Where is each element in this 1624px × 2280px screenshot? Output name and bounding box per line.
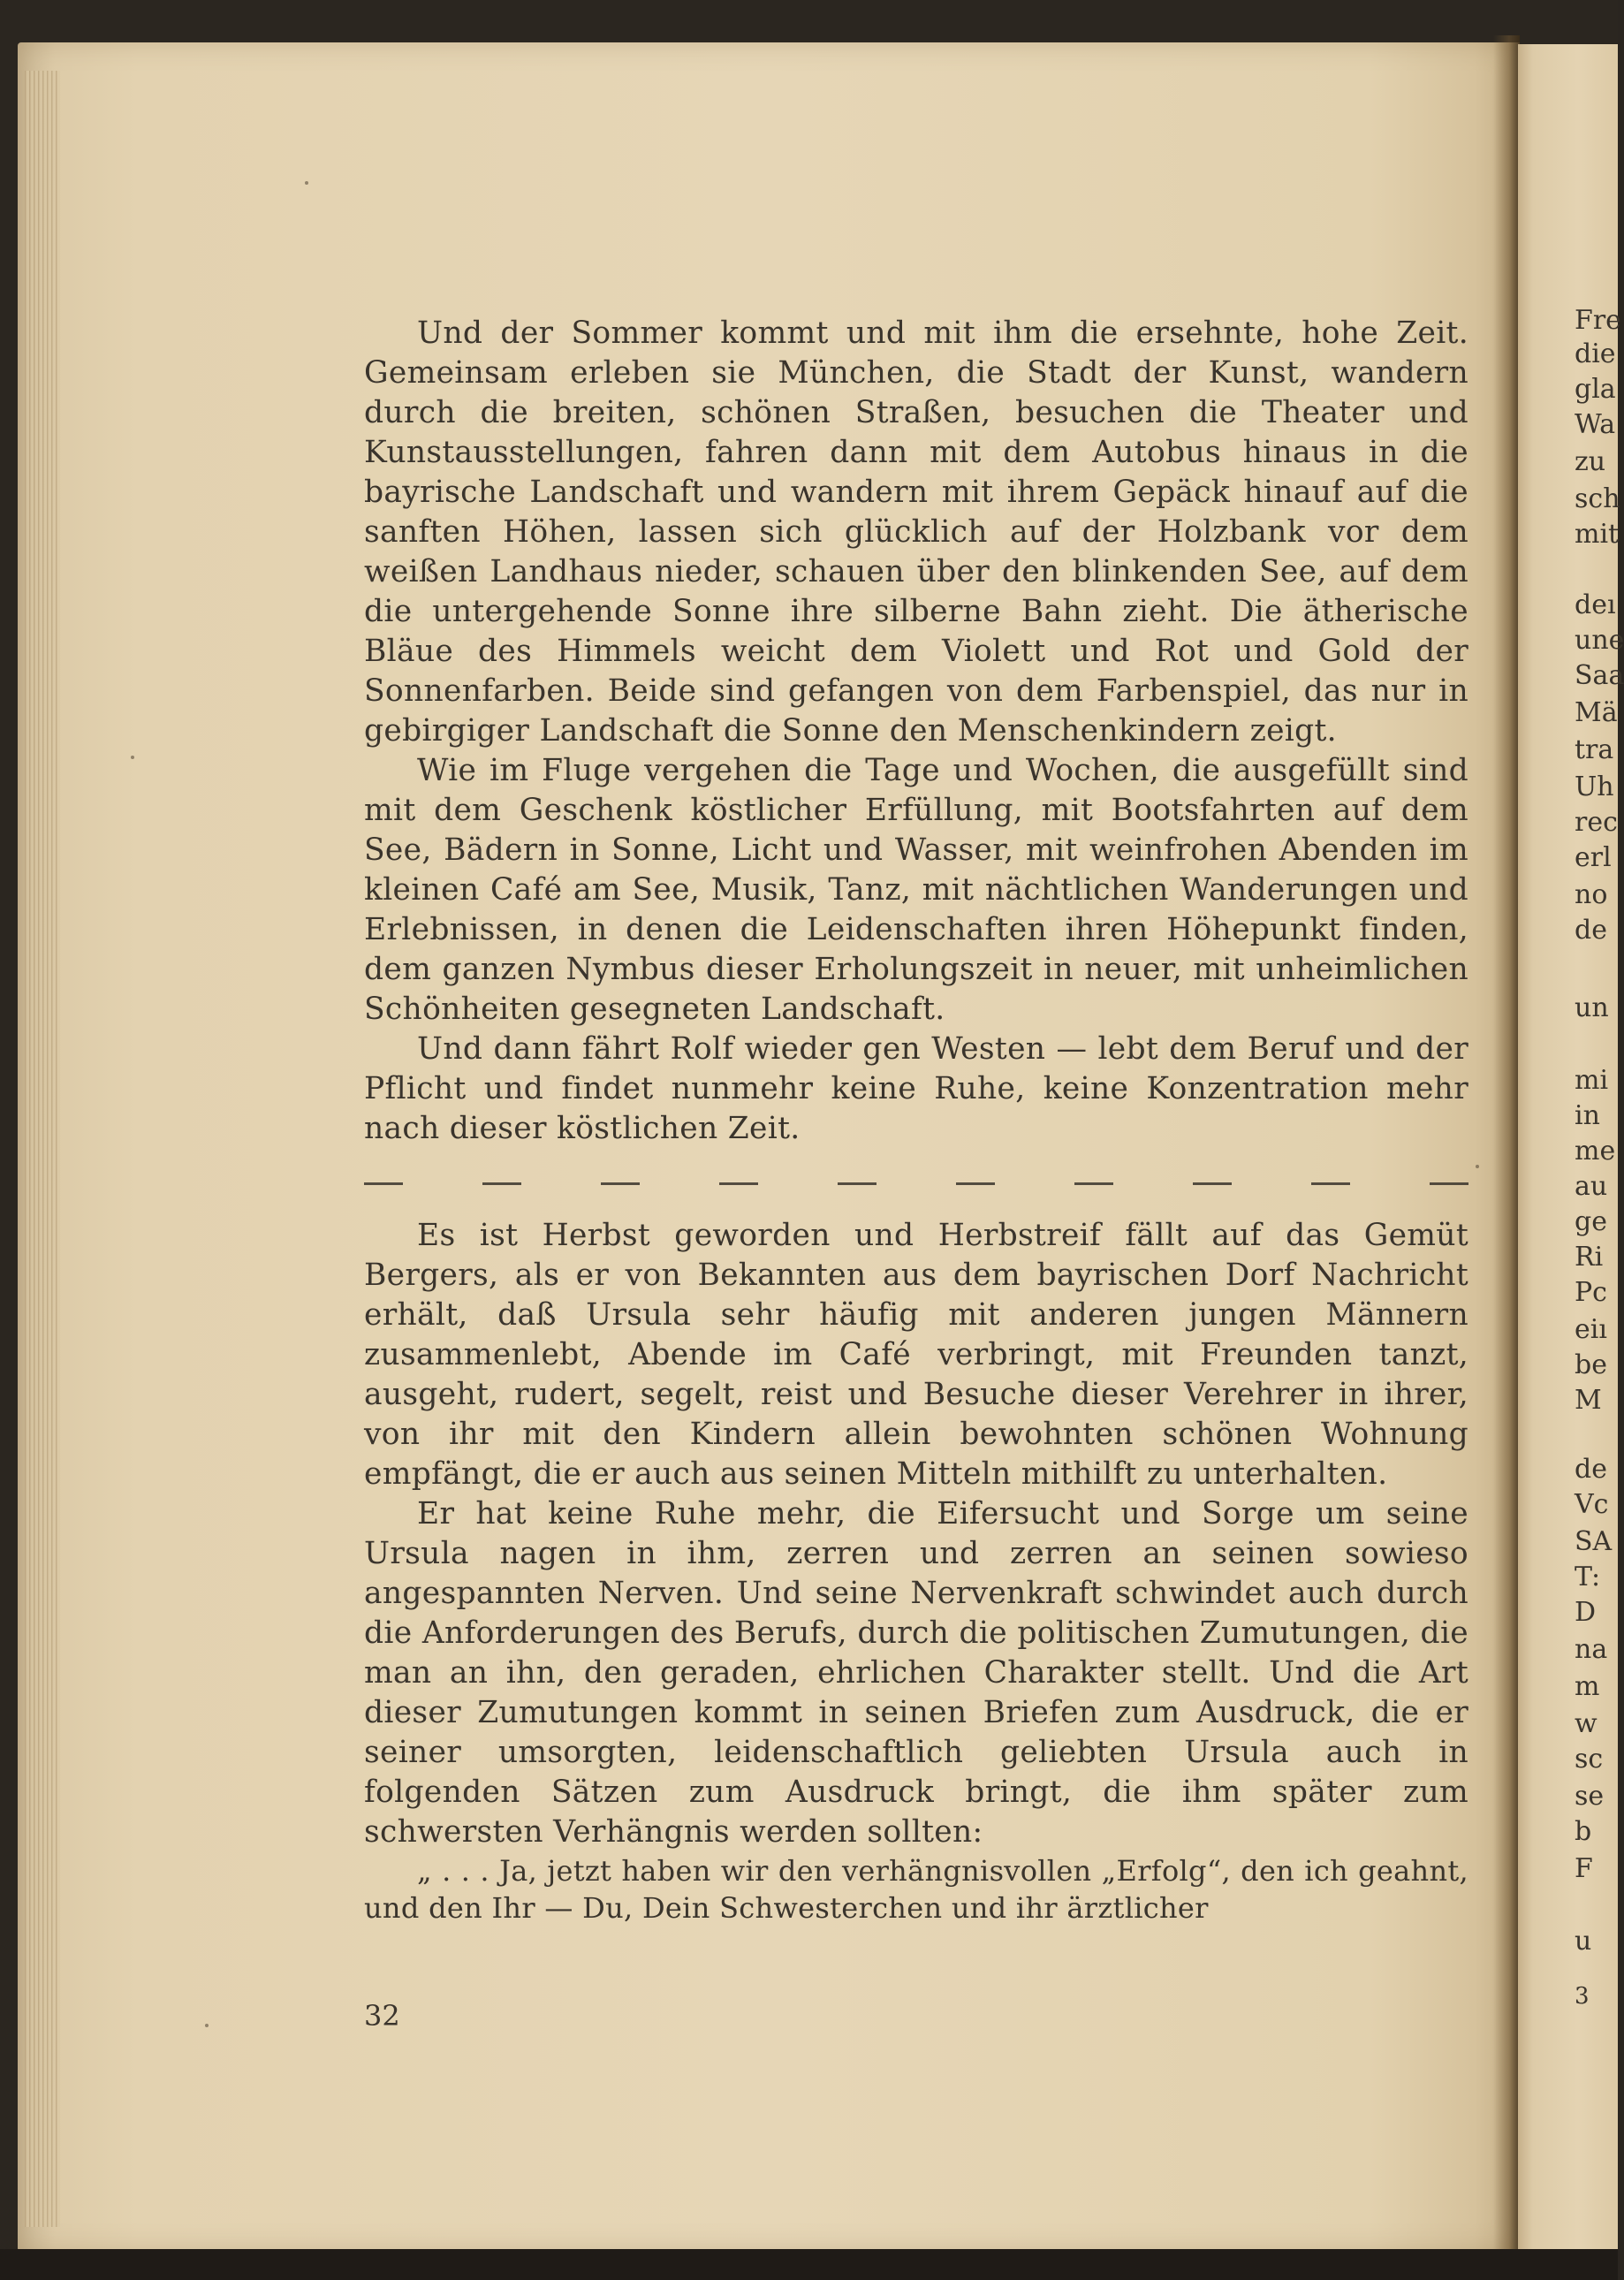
paragraph-3: Und dann fährt Rolf wieder gen Westen — lebt dem Beruf und der Pflicht und findet nunmehr keine Ruhe, keine Konzentration mehr nach dieser köstlichen Zeit. [364,1031,1468,1146]
facing-line: die [1575,338,1616,369]
facing-line: na [1575,1634,1608,1665]
facing-line: m [1575,1671,1600,1702]
facing-line: M [1575,1385,1602,1416]
facing-page-number: 3 [1575,1983,1590,2010]
facing-line: u [1575,1926,1592,1957]
paper-speck [1476,1165,1479,1168]
facing-line: Uh [1575,771,1614,802]
facing-line: gla [1575,374,1616,405]
page-number: 32 [364,1999,400,2033]
paragraph-2: Wie im Fluge vergehen die Tage und Wochen, die ausgefüllt sind mit dem Geschenk köstlicher Erfüllung, mit Bootsfahrten auf dem See, Bädern in Sonne, Licht und Wasser, mit weinfrohen Abenden im kleinen Café am See, Musik, Tanz, mit nächtlichen Wanderungen und Erlebnissen, in denen die Leidenschaften ihren Höhepunkt finden, dem ganzen Nymbus dieser Erholungszeit in neuer, mit unheimlichen Schönheiten gesegneten Landschaft. [364,753,1468,1027]
page-edges [25,71,60,2227]
facing-line: tra [1575,734,1614,765]
facing-line: de [1575,915,1607,946]
facing-line: eiı [1575,1314,1607,1345]
facing-line: de [1575,1454,1607,1485]
facing-line: F [1575,1853,1593,1884]
paragraph-4: Es ist Herbst geworden und Herbstreif fällt auf das Gemüt Bergers, als er von Bekannten aus dem bayrischen Dorf Nachricht erhält, daß Ursula sehr häufig mit anderen jungen Männern zusammenlebt, Abende im Café verbringt, mit Freunden tanzt, ausgeht, rudert, segelt, reist und Besuche dieser Verehrer in ihrer, von ihr mit den Kindern allein bewohnten schönen Wohnung empfängt, die er auch aus seinen Mitteln mithilft zu unterhalten. [364,1218,1468,1492]
facing-line: une [1575,625,1624,656]
facing-line: Saa [1575,660,1624,691]
facing-line: sch [1575,483,1620,514]
facing-line: se [1575,1781,1605,1812]
facing-line: w [1575,1708,1597,1739]
facing-line: mi [1575,1065,1609,1096]
background-bottom [0,2249,1618,2280]
page-body [364,314,1468,1927]
facing-line: Wa [1575,409,1616,440]
facing-line: Vc [1575,1489,1609,1520]
paper-speck [305,181,308,185]
facing-line: mit [1575,519,1620,550]
facing-line: me [1575,1136,1616,1167]
facing-line: Mä [1575,697,1618,728]
facing-line: be [1575,1349,1607,1380]
facing-line: rec [1575,807,1618,838]
facing-line: ge [1575,1206,1607,1237]
facing-line: D [1575,1597,1597,1628]
facing-line: in [1575,1100,1600,1131]
letter-quote: „ . . . Ja, jetzt haben wir den verhängnisvollen „Erfolg“, den ich geahnt, und den Ihr — Du, Dein Schwesterchen und ihr ärztlicher [364,1854,1468,1925]
facing-line: no [1575,879,1608,910]
paper-speck [131,756,134,759]
paper-speck [205,2024,209,2027]
facing-line: deı [1575,589,1616,620]
paragraph-5: Er hat keine Ruhe mehr, die Eifersucht und Sorge um seine Ursula nagen in ihm, zerren und zerren an seinen sowieso angespannten Nerven. Und seine Nervenkraft schwindet auch durch die Anforderungen des Berufs, durch die politischen Zumutungen, die man an ihn, den geraden, ehrlichen Charakter stellt. Und die Art dieser Zumutungen kommt in seinen Briefen zum Ausdruck, die er seiner umsorgten, leidenschaftlich geliebten Ursula auch in folgenden Sätzen zum Ausdruck bringt, die ihm später zum schwersten Verhängnis werden sollten: [364,1496,1468,1850]
section-divider [364,1182,1468,1186]
facing-line: erl [1575,842,1612,873]
book-gutter [1493,35,1520,2262]
facing-line: un [1575,992,1609,1023]
facing-line: SA [1575,1526,1613,1557]
facing-line: Pc [1575,1277,1607,1308]
facing-line: Fre [1575,305,1621,336]
facing-line: b [1575,1816,1592,1847]
paragraph-1: Und der Sommer kommt und mit ihm die ersehnte, hohe Zeit. Gemeinsam erleben sie München, die Stadt der Kunst, wandern durch die breiten, schönen Straßen, besuchen die Theater und Kunstausstellungen, fahren dann mit dem Autobus hinaus in die bayrische Landschaft und wandern mit ihrem Gepäck hinauf auf die sanften Höhen, lassen sich glücklich auf der Holzbank vor dem weißen Landhaus nieder, schauen über den blinkenden See, auf dem die untergehende Sonne ihre silberne Bahn zieht. Die ätherische Bläue des Himmels weicht dem Violett und Rot und Gold der Sonnenfarben. Beide sind gefangen von dem Farbenspiel, das nur in gebirgiger Landschaft die Sonne den Menschenkindern zeigt. [364,315,1468,749]
facing-line: zu [1575,446,1606,477]
facing-line: sc [1575,1744,1604,1775]
facing-line: T: [1575,1562,1601,1592]
facing-line: au [1575,1171,1608,1202]
facing-line: Ri [1575,1242,1604,1273]
